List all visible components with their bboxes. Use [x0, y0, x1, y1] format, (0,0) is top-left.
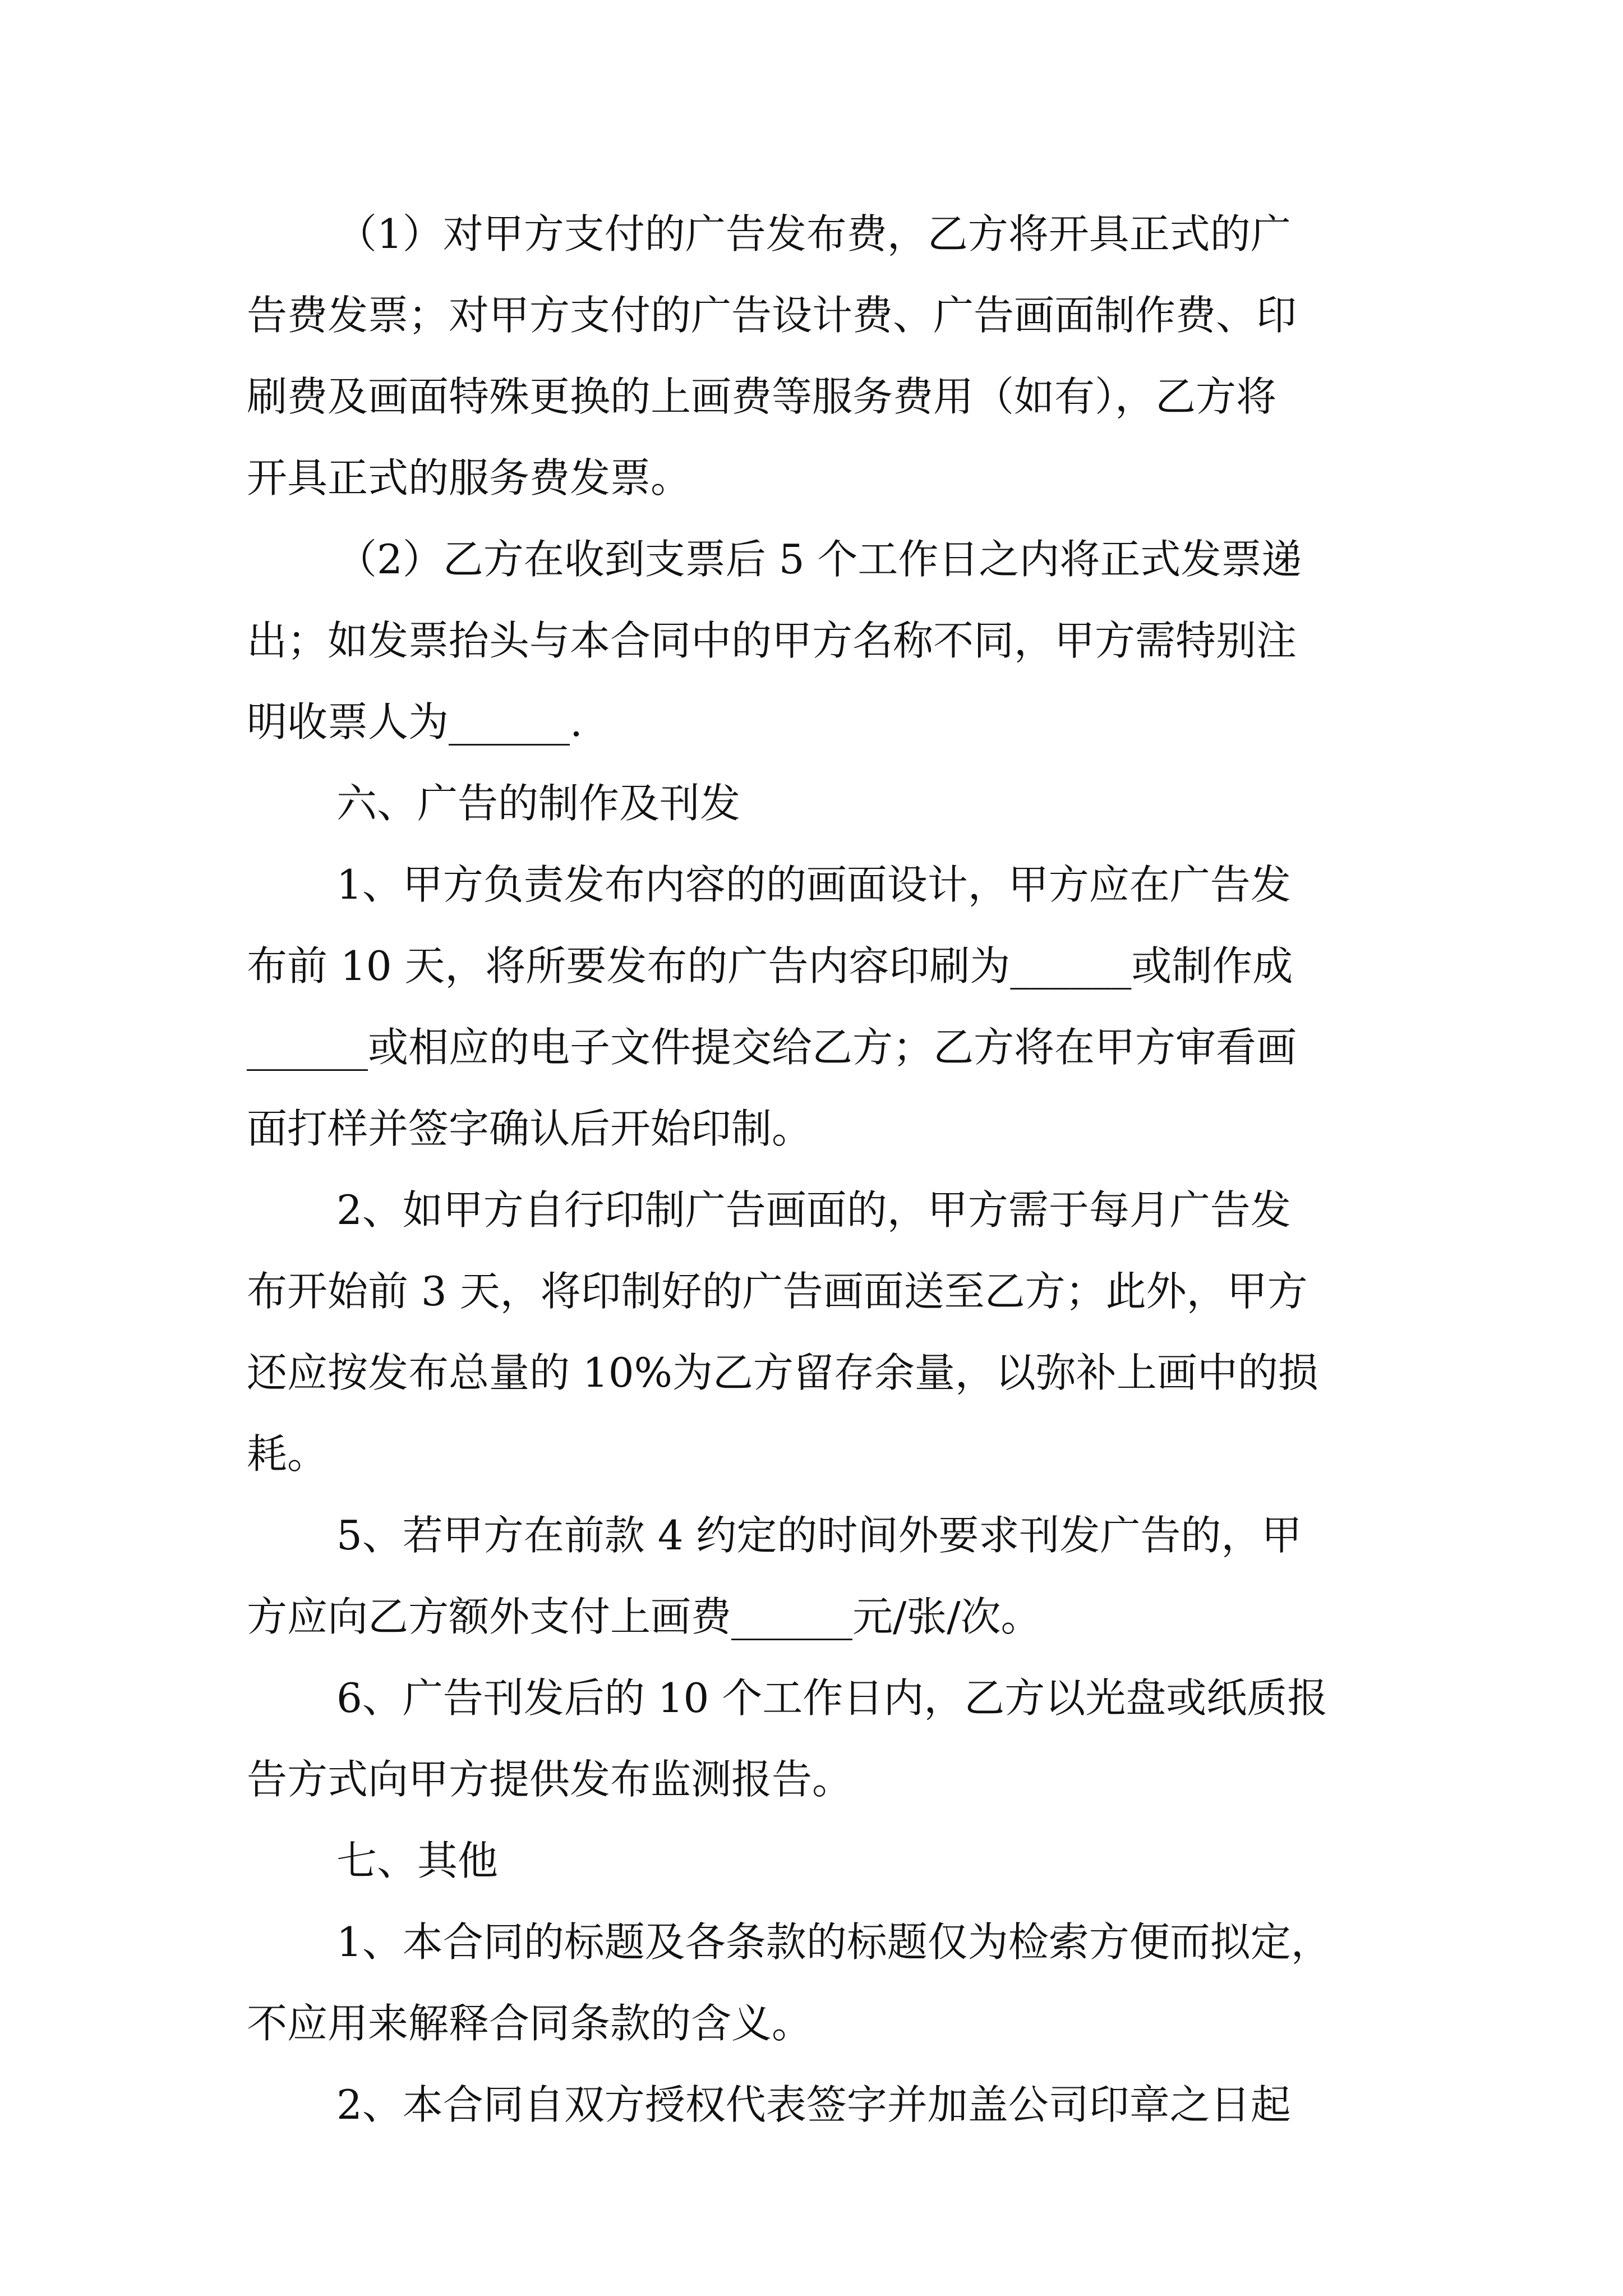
text-line: 还应按发布总量的 10%为乙方留存余量，以弥补上画中的损: [247, 1349, 1318, 1396]
text-line: 方应向乙方额外支付上画费______元/张/次。: [247, 1593, 1041, 1640]
text-line: 布开始前 3 天，将印制好的广告画面送至乙方；此外，甲方: [247, 1268, 1308, 1315]
text-line: ______或相应的电子文件提交给乙方；乙方将在甲方审看画: [247, 1024, 1297, 1071]
text-line: 出；如发票抬头与本合同中的甲方名称不同，甲方需特别注: [247, 617, 1297, 664]
section-heading: 六、广告的制作及刊发: [336, 780, 741, 827]
text-line: 布前 10 天，将所要发布的广告内容印刷为______或制作成: [247, 942, 1293, 990]
text-line: 5、若甲方在前款 4 约定的时间外要求刊发广告的，甲: [336, 1512, 1302, 1559]
text-line: 面打样并签字确认后开始印制。: [247, 1105, 813, 1152]
text-line: 不应用来解释合同条款的含义。: [247, 2000, 813, 2047]
text-line: 6、广告刊发后的 10 个工作日内，乙方以光盘或纸质报: [336, 1674, 1328, 1722]
text-line: 1、本合同的标题及各条款的标题仅为检索方便而拟定，: [336, 1918, 1331, 1966]
text-line: 开具正式的服务费发票。: [247, 454, 691, 501]
text-line: 告费发票；对甲方支付的广告设计费、广告画面制作费、印: [247, 292, 1297, 339]
text-line: （2）乙方在收到支票后 5 个工作日之内将正式发票递: [336, 536, 1302, 583]
text-line: 2、如甲方自行印制广告画面的，甲方需于每月广告发: [336, 1186, 1291, 1234]
text-line: 2、本合同自双方授权代表签字并加盖公司印章之日起: [336, 2081, 1291, 2128]
text-line: （1）对甲方支付的广告发布费，乙方将开具正式的广: [336, 210, 1291, 257]
text-line: 刷费及画面特殊更换的上画费等服务费用（如有），乙方将: [247, 373, 1277, 420]
text-line: 1、甲方负责发布内容的的画面设计，甲方应在广告发: [336, 861, 1291, 908]
text-line: 告方式向甲方提供发布监测报告。: [247, 1756, 853, 1803]
section-heading: 七、其他: [336, 1837, 499, 1884]
text-line: 耗。: [247, 1430, 328, 1478]
text-line: 明收票人为______.: [247, 698, 583, 746]
